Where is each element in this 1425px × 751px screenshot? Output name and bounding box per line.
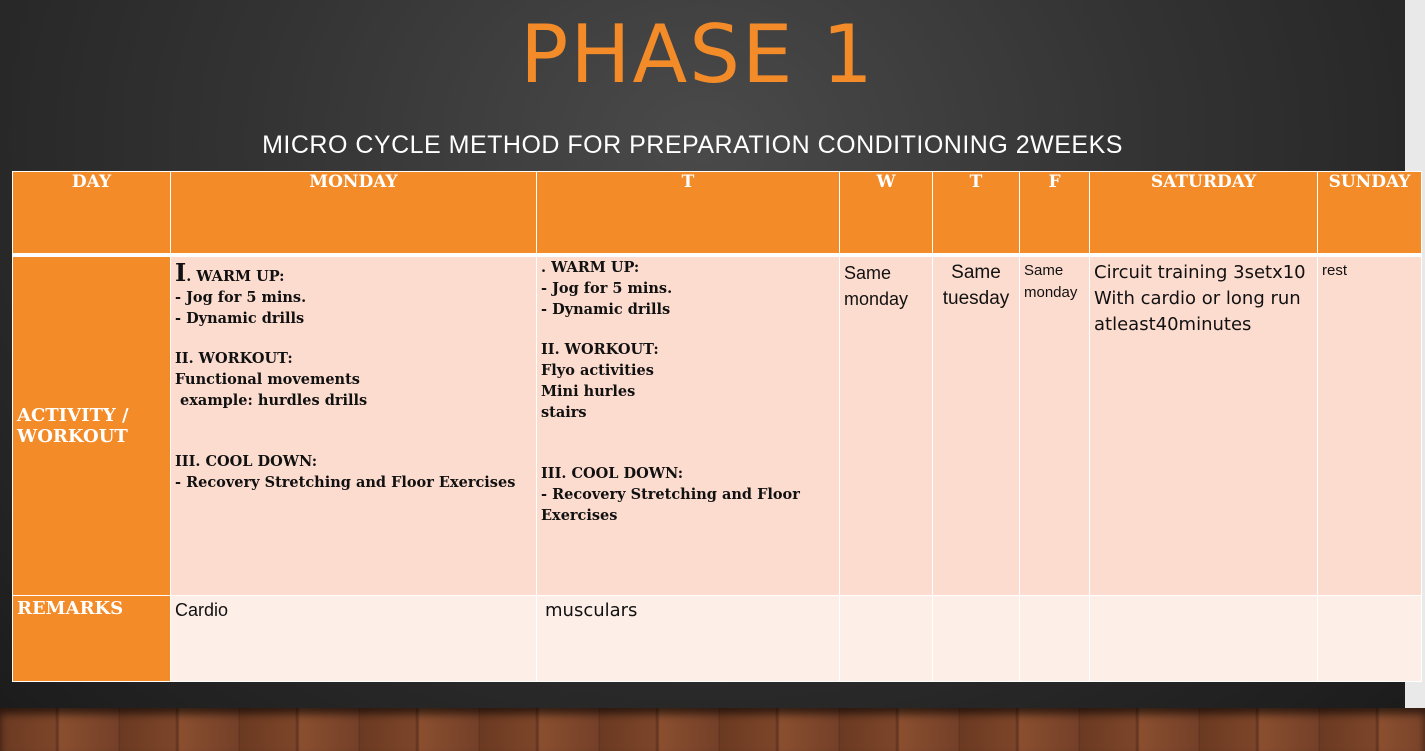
wednesday-remarks-cell [840,596,933,682]
header-monday: MONDAY [171,172,537,256]
header-friday: F [1020,172,1090,256]
monday-warmup-1: - Jog for 5 mins. [175,289,307,306]
monday-warmup-2: - Dynamic drills [175,310,305,327]
tuesday-workout-3: stairs [541,404,587,421]
remarks-row [13,596,1422,682]
tuesday-workout-1: Flyo activities [541,362,654,379]
tuesday-workout-title: II. WORKOUT: [541,341,659,358]
sunday-activity: rest [1322,262,1348,279]
header-sunday: SUNDAY [1318,172,1422,256]
slide-subtitle: MICRO CYCLE METHOD FOR PREPARATION CONDITIONING 2WEEKS [262,131,1123,159]
header-wednesday: W [840,172,933,256]
header-row [13,172,1422,256]
monday-warmup-roman: I [175,258,187,287]
monday-warmup-title: . WARM UP: [186,268,285,285]
tuesday-cooldown-title: III. COOL DOWN: [541,465,684,482]
saturday-remarks-cell [1090,596,1318,682]
tuesday-warmup-title: . WARM UP: [541,259,640,276]
monday-remark: Cardio [175,600,229,620]
monday-activity-cell [171,255,537,596]
wednesday-activity: Same monday [844,263,909,309]
friday-activity-cell [1020,255,1090,596]
activity-row-label: ACTIVITY / WORKOUT [13,255,171,596]
tuesday-warmup-1: - Jog for 5 mins. [541,280,673,297]
friday-remarks-cell [1020,596,1090,682]
monday-remarks-cell [171,596,537,682]
training-plan-table [12,171,1422,682]
tuesday-cooldown-1: - Recovery Stretching and Floor Exercises [541,486,800,524]
wood-floor [0,708,1425,751]
saturday-activity-cell [1090,255,1318,596]
header-day: DAY [13,172,171,256]
wednesday-activity-cell [840,255,933,596]
header-saturday: SATURDAY [1090,172,1318,256]
sunday-remarks-cell [1318,596,1422,682]
thursday-activity-cell [933,255,1020,596]
remarks-row-label: REMARKS [13,596,171,682]
friday-activity: Same monday [1024,262,1078,301]
monday-workout-title: II. WORKOUT: [175,350,293,367]
tuesday-workout-2: Mini hurles [541,383,636,400]
monday-cooldown-title: III. COOL DOWN: [175,453,318,470]
monday-cooldown-1: - Recovery Stretching and Floor Exercises [175,474,516,491]
header-thursday: T [933,172,1020,256]
activity-row [13,255,1422,596]
tuesday-remarks-cell [537,596,840,682]
slide-title: PHASE 1 [520,8,875,101]
sunday-activity-cell [1318,255,1422,596]
monday-workout-1: Functional movements [175,371,360,388]
thursday-remarks-cell [933,596,1020,682]
tuesday-activity-cell [537,255,840,596]
monday-workout-2: example: hurdles drills [175,392,368,409]
saturday-activity: Circuit training 3setx10 With cardio or long run atleast40minutes [1094,262,1306,335]
tuesday-warmup-2: - Dynamic drills [541,301,671,318]
tuesday-remark: musculars [545,600,638,621]
thursday-activity: Same tuesday [942,262,1010,309]
header-tuesday: T [537,172,840,256]
